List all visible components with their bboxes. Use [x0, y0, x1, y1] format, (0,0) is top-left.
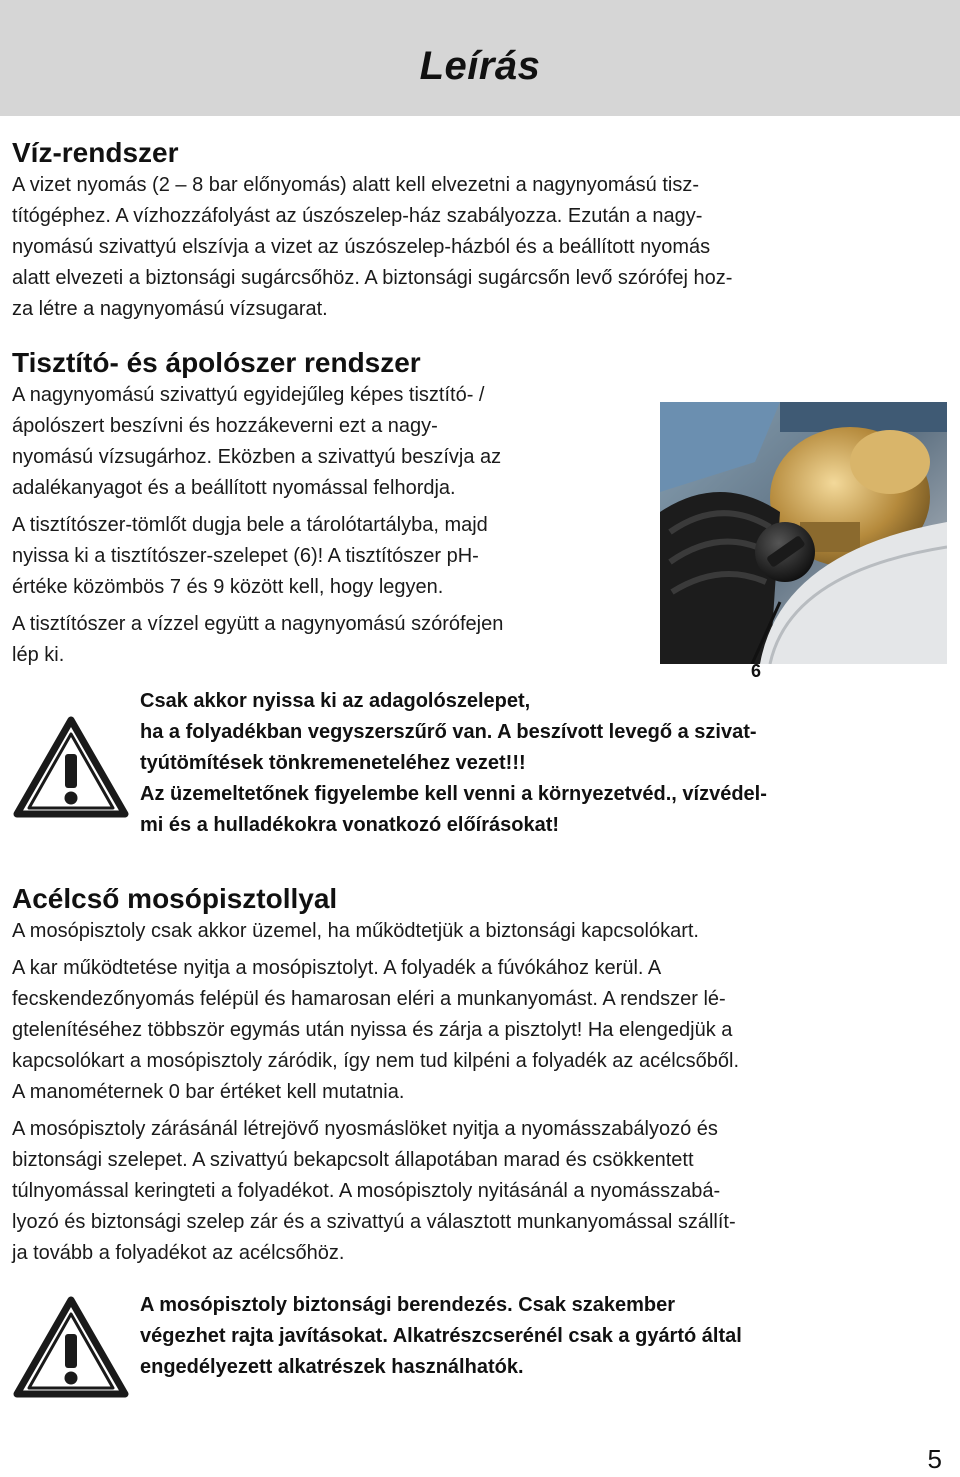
- product-photo-illustration: [660, 402, 947, 664]
- section-water: [12, 136, 948, 325]
- text-line: títógéphez. A vízhozzáfolyást az úszószelep-ház szabályozza. Ezután a nagy-: [12, 205, 703, 227]
- text-line: értéke közömbös 7 és 9 között kell, hogy legyen.: [12, 576, 444, 598]
- warning-triangle-icon: [12, 714, 130, 825]
- page-title: Leírás: [419, 44, 541, 88]
- text-line: gtelenítéséhez többször egymás után nyissa és zárja a pisztolyt! Ha elengedjük a: [12, 1019, 733, 1041]
- product-photo: [660, 402, 947, 664]
- cleaner-para-2: [12, 510, 644, 603]
- text-line: nyissa ki a tisztítószer-szelepet (6)! A tisztítószer pH-: [12, 545, 479, 567]
- text-line: engedélyezett alkatrészek használhatók.: [140, 1356, 524, 1378]
- section-cleaner: [12, 346, 644, 671]
- warning-triangle-icon: [12, 1294, 130, 1405]
- text-line: biztonsági szelepet. A szivattyú bekapcsolt állapotában marad és csökkentett: [12, 1149, 694, 1171]
- text-line: lép ki.: [12, 644, 65, 666]
- warning-text-2: [140, 1290, 940, 1383]
- callout-label-6: 6: [751, 661, 762, 681]
- text-line: Az üzemeltetőnek figyelembe kell venni a környezetvéd., vízvédel-: [140, 783, 767, 805]
- text-line: Csak akkor nyissa ki az adagolószelepet,: [140, 690, 531, 712]
- text-line: túlnyomással keringteti a folyadékot. A mosópisztoly nyitásánál a nyomásszabá-: [12, 1180, 721, 1202]
- section-heading-gun: Acélcső mosópisztollyal: [12, 883, 338, 914]
- text-line: mi és a hulladékokra vonatkozó előírásokat!: [140, 814, 560, 836]
- text-line: A manométernek 0 bar értéket kell mutatnia.: [12, 1081, 405, 1103]
- text-line: A mosópisztoly biztonsági berendezés. Csak szakember: [140, 1294, 675, 1316]
- warning-text-1: [140, 686, 940, 841]
- text-line: A kar működtetése nyitja a mosópisztolyt. A folyadék a fúvókához kerül. A: [12, 957, 662, 979]
- section-gun: [12, 882, 948, 1269]
- text-line: alatt elvezeti a biztonsági sugárcsőhöz. A biztonsági sugárcsőn levő szórófej hoz-: [12, 267, 733, 289]
- gun-para-2: [12, 953, 948, 1108]
- text-line: A nagynyomású szivattyú egyidejűleg képes tisztító- /: [12, 384, 485, 406]
- text-line: adalékanyagot és a beállított nyomással felhordja.: [12, 477, 456, 499]
- section-heading-water: Víz-rendszer: [12, 137, 179, 168]
- section-heading-cleaner: Tisztító- és ápolószer rendszer: [12, 347, 421, 378]
- text-line: ápolószert beszívni és hozzákeverni ezt a nagy-: [12, 415, 438, 437]
- text-line: A mosópisztoly zárásánál létrejövő nyosmáslöket nyitja a nyomásszabályozó és: [12, 1118, 718, 1140]
- text-line: fecskendezőnyomás felépül és hamarosan eléri a munkanyomást. A rendszer lé-: [12, 988, 726, 1010]
- text-line: A mosópisztoly csak akkor üzemel, ha működtetjük a biztonsági kapcsolókart.: [12, 920, 699, 942]
- gun-para-3: [12, 1114, 948, 1269]
- text-line: nyomású szivattyú elszívja a vizet az úszószelep-házból és a beállított nyomás: [12, 236, 711, 258]
- water-text: [12, 170, 948, 325]
- text-line: végezhet rajta javításokat. Alkatrészcserénél csak a gyártó által: [140, 1325, 742, 1347]
- text-line: nyomású vízsugárhoz. Eközben a szivattyú beszívja az: [12, 446, 502, 468]
- text-line: ha a folyadékban vegyszerszűrő van. A beszívott levegő a szivat-: [140, 721, 757, 743]
- text-line: A tisztítószer a vízzel együtt a nagynyomású szórófejen: [12, 613, 504, 635]
- text-line: za létre a nagynyomású vízsugarat.: [12, 298, 328, 320]
- cleaner-para-1: [12, 380, 644, 504]
- text-line: ja tovább a folyadékot az acélcsőhöz.: [12, 1242, 345, 1264]
- page-number: 5: [927, 1444, 942, 1474]
- text-line: lyozó és biztonsági szelep zár és a szivattyú a választott munkanyomással szállít-: [12, 1211, 736, 1233]
- text-line: kapcsolókart a mosópisztoly záródik, így nem tud kilpéni a folyadék az acélcsőből.: [12, 1050, 740, 1072]
- text-line: A vizet nyomás (2 – 8 bar előnyomás) alatt kell elvezetni a nagynyomású tisz-: [12, 174, 699, 196]
- gun-para-1: [12, 916, 948, 947]
- cleaner-para-3: [12, 609, 644, 671]
- text-line: tyútömítések tönkremeneteléhez vezet!!!: [140, 752, 526, 774]
- text-line: A tisztítószer-tömlőt dugja bele a tárolótartályba, majd: [12, 514, 488, 536]
